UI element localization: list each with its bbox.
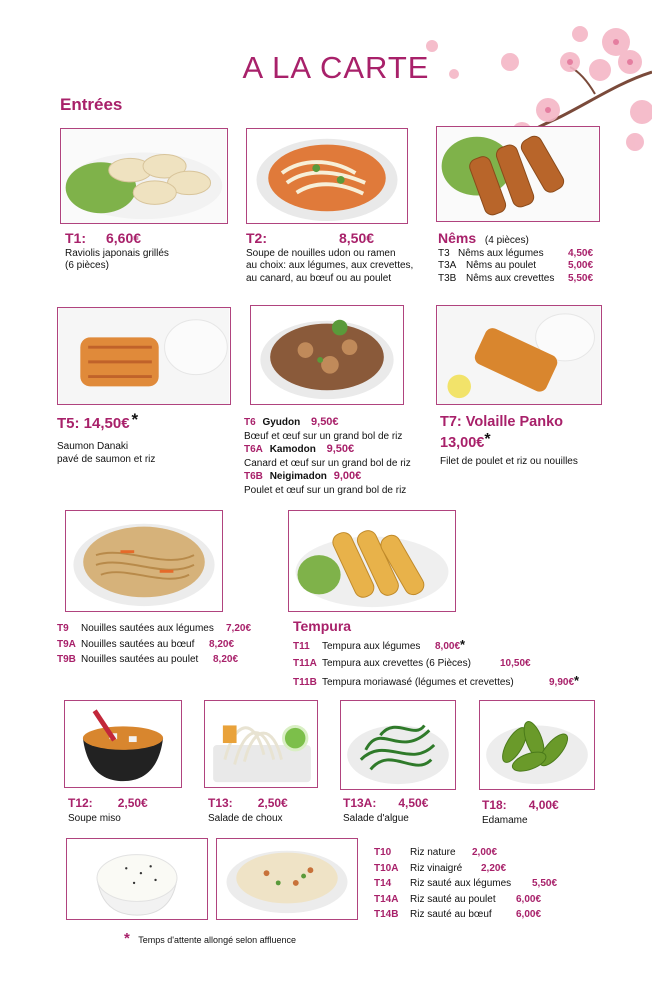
- photo-miso-soup: [64, 700, 182, 788]
- photo-fried-rice: [216, 838, 358, 920]
- nems-note: (4 pièces): [484, 235, 529, 246]
- t7-block: T7: Volaille Panko 13,00€* Filet de poulet et riz ou nouilles: [440, 414, 578, 467]
- photo-salmon-danaki: [57, 307, 231, 405]
- rice-row-2: T14 Riz sauté aux légumes 5,50€: [374, 878, 558, 889]
- nems-row-2: T3B Nêms aux crevettes 5,50€: [438, 272, 594, 284]
- t2-code: T2:: [246, 230, 267, 246]
- t1-desc2: (6 pièces): [65, 260, 109, 271]
- page-title: A LA CARTE: [242, 50, 430, 85]
- tempura-title: Tempura: [293, 618, 352, 634]
- footnote-text: Temps d'attente allongé selon affluence: [138, 935, 296, 945]
- t7-price: 13,00€: [440, 435, 485, 451]
- t2-price: 8,50€: [339, 230, 375, 246]
- tempura-block: [293, 618, 579, 691]
- t5-desc2: pavé de saumon et riz: [57, 453, 156, 465]
- t1-desc1: Raviolis japonais grillés: [65, 247, 169, 259]
- tempura-row-1: T11A Tempura aux crevettes (6 Pièces) 10,50€: [293, 658, 531, 669]
- t5-title: T5: 14,50€: [57, 415, 130, 432]
- footnote-star: *: [124, 930, 130, 947]
- photo-yakisoba: [65, 510, 223, 612]
- t2-desc2: au choix: aux légumes, aux crevettes,: [246, 260, 414, 271]
- nems-row-1: T3A Nêms au poulet 5,00€: [438, 260, 594, 271]
- photo-edamame: [479, 700, 595, 790]
- photo-volaille-panko: [436, 305, 602, 405]
- t5-desc1: Saumon Danaki: [57, 441, 129, 452]
- rice-row-3: T14A Riz sauté au poulet 6,00€: [374, 893, 542, 905]
- t6-block: T6 Gyudon 9,50€ Bœuf et œuf sur un grand bol de riz T6A Kamodon 9,50€ Canard et œuf sur un grand bol de riz T6B Neigimadon 9,00€ Poulet et œuf sur un grand bol de riz: [244, 416, 411, 496]
- rice-block: [374, 845, 557, 923]
- t7-desc: Filet de poulet et riz ou nouilles: [440, 456, 578, 467]
- t13a-block: T13A: 4,50€ Salade d'algue: [343, 796, 429, 824]
- tempura-row-0: T11 Tempura aux légumes 8,00€*: [293, 637, 466, 652]
- t9-row-0: T9 Nouilles sautées aux légumes 7,20€: [57, 623, 252, 634]
- t2-block: [246, 232, 413, 285]
- nems-title: Nêms: [438, 230, 477, 246]
- rice-row-1: T10A Riz vinaigré 2,20€: [374, 862, 507, 874]
- tempura-row-2: T11B Tempura moriawasé (légumes et crevettes) 9,90€*: [293, 673, 580, 688]
- t6a-desc: Canard et œuf sur un grand bol de riz: [244, 457, 411, 469]
- t6b-desc: Poulet et œuf sur un grand bol de riz: [244, 484, 407, 496]
- photo-tempura: [288, 510, 456, 612]
- t5-block: [57, 410, 156, 466]
- rice-row-0: T10 Riz nature 2,00€: [374, 847, 498, 858]
- footnote: [124, 930, 296, 948]
- t18-block: T18: 4,00€ Edamame: [482, 798, 559, 826]
- t12-desc: Soupe miso: [68, 812, 121, 824]
- t7-title: T7: Volaille Panko: [440, 414, 564, 430]
- t1-price: 6,60€: [106, 230, 142, 246]
- rice-row-4: T14B Riz sauté au bœuf 6,00€: [374, 909, 542, 920]
- t12-block: T12: 2,50€ Soupe miso: [68, 796, 148, 824]
- photo-donburi: [250, 305, 404, 405]
- photo-cabbage-salad: [204, 700, 318, 788]
- t13a-desc: Salade d'algue: [343, 812, 409, 824]
- photo-udon-soup: [246, 128, 408, 224]
- t9-block: [57, 621, 251, 668]
- photo-nems: [436, 126, 600, 222]
- t18-desc: Edamame: [482, 814, 528, 826]
- t2-desc1: Soupe de nouilles udon ou ramen: [246, 247, 396, 259]
- t9-row-2: T9B Nouilles sautées au poulet 8,20€: [57, 654, 239, 665]
- photo-plain-rice: [66, 838, 208, 920]
- t9-row-1: T9A Nouilles sautées au bœuf 8,20€: [57, 638, 235, 650]
- nems-row-0: T3 Nêms aux légumes 4,50€: [438, 247, 594, 259]
- t5-star: *: [131, 410, 139, 429]
- photo-seaweed-salad: [340, 700, 456, 790]
- t1-code: T1:: [65, 230, 86, 246]
- t13-block: T13: 2,50€ Salade de choux: [208, 796, 288, 824]
- t6-desc: Bœuf et œuf sur un grand bol de riz: [244, 430, 403, 442]
- t13-desc: Salade de choux: [208, 812, 283, 824]
- section-entrees: Entrées: [60, 95, 123, 114]
- photo-gyoza: [60, 128, 228, 224]
- t2-desc3: au canard, au bœuf ou au poulet: [246, 272, 392, 284]
- t1-block: [65, 232, 169, 273]
- nems-block: [438, 232, 593, 285]
